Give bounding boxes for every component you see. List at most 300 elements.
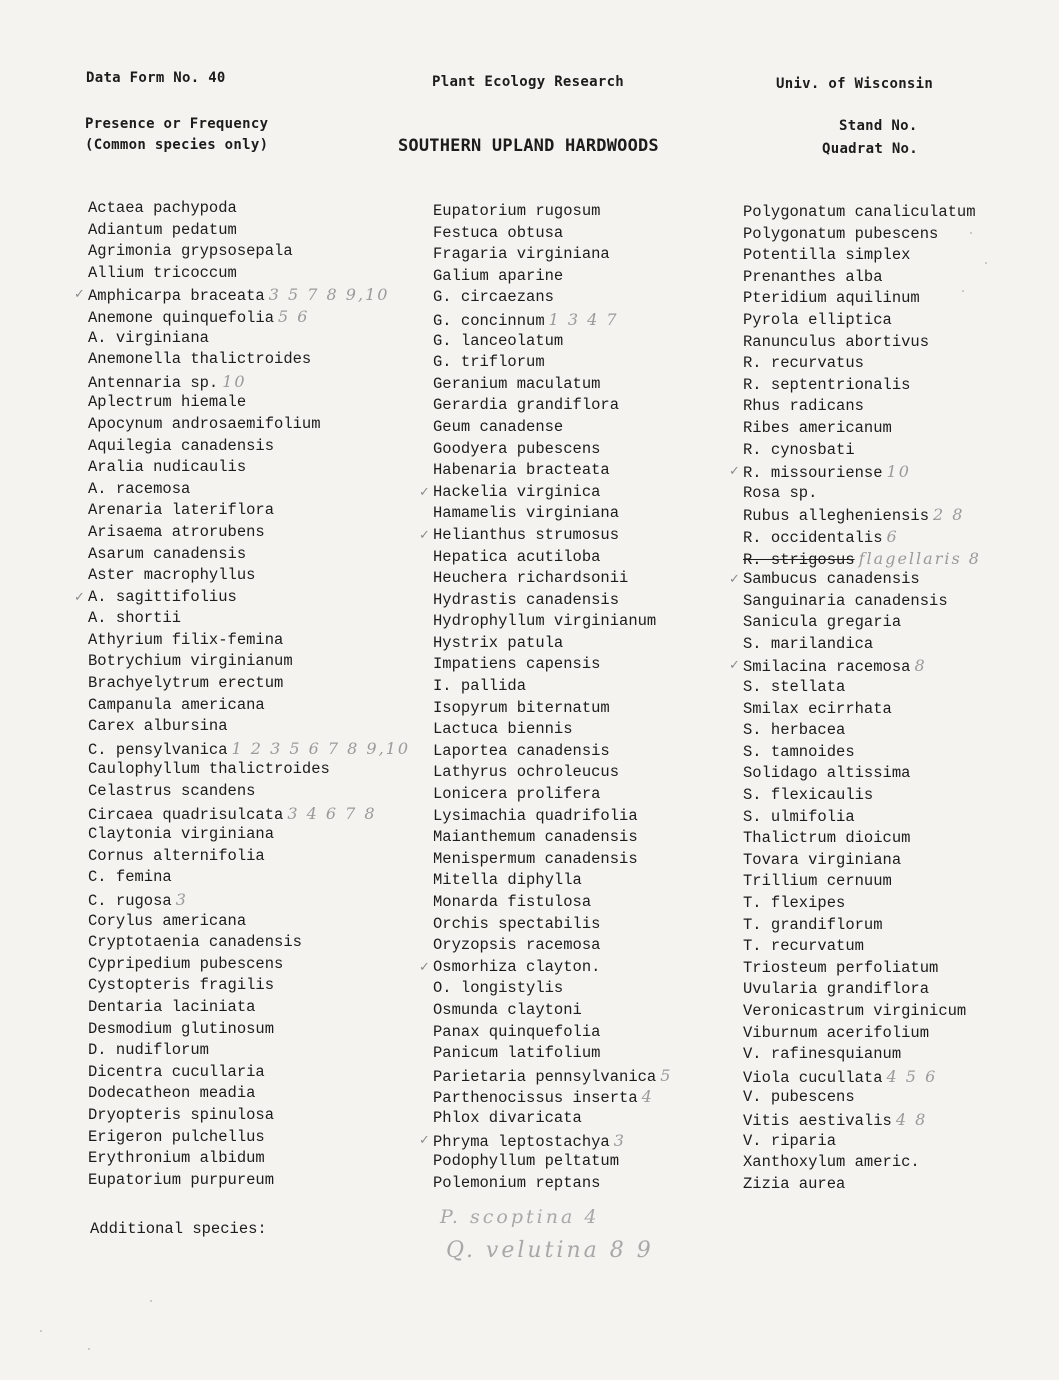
- species-row: [743, 375, 981, 397]
- species-name: S. flexicaulis: [743, 786, 874, 805]
- species-row: [433, 784, 672, 806]
- species-name: Panax quinquefolia: [433, 1022, 601, 1041]
- quadrat-note: 5 6: [278, 306, 310, 326]
- species-name: S. stellata: [743, 678, 846, 697]
- species-row: [743, 1066, 981, 1088]
- species-row: [743, 1109, 981, 1131]
- species-row: [88, 565, 410, 587]
- species-row: [419, 525, 672, 547]
- species-row: [88, 1083, 410, 1105]
- species-row: [743, 720, 981, 742]
- species-name: T. grandiflorum: [743, 915, 883, 934]
- species-row: [743, 310, 981, 332]
- species-name: Hydrophyllum virginianum: [433, 612, 657, 631]
- species-row: [743, 742, 981, 764]
- species-row: [433, 676, 672, 698]
- species-name: Sanicula gregaria: [743, 613, 902, 632]
- species-name: Hepatica acutiloba: [433, 547, 601, 566]
- species-row: [433, 460, 672, 482]
- species-row: [419, 957, 672, 979]
- quadrat-note: 8: [914, 656, 927, 676]
- species-name: Circaea quadrisulcata: [88, 805, 284, 824]
- species-name: Menispermum canadensis: [433, 849, 638, 868]
- species-name: Dodecatheon meadia: [88, 1084, 256, 1103]
- species-row: [88, 500, 410, 522]
- species-name: I. pallida: [433, 677, 527, 696]
- species-name: Galium aparine: [433, 266, 564, 285]
- species-row: [743, 483, 981, 505]
- species-name: Caulophyllum thalictroides: [88, 760, 330, 779]
- species-row: [743, 763, 981, 785]
- species-name: Claytonia virginiana: [88, 825, 275, 844]
- species-name: G. lanceolatum: [433, 331, 564, 350]
- species-row: [743, 396, 981, 418]
- species-name: Dicentra cucullaria: [88, 1062, 265, 1081]
- species-row: [433, 352, 672, 374]
- species-name: Polygonatum canaliculatum: [743, 203, 976, 221]
- species-row: [88, 457, 410, 479]
- species-name: G. concinnum: [433, 311, 545, 330]
- species-row: [743, 850, 981, 872]
- species-row: [88, 1040, 410, 1062]
- species-name: Podophyllum peltatum: [433, 1152, 620, 1171]
- quadrat-note: 2 8: [933, 505, 965, 525]
- species-name: R. missouriense: [743, 464, 883, 483]
- species-row: [88, 608, 410, 630]
- species-column-1: [74, 198, 411, 1191]
- species-name: Erigeron pulchellus: [88, 1127, 265, 1146]
- species-name: Lonicera prolifera: [433, 785, 601, 804]
- species-row: [743, 1131, 981, 1153]
- species-name: Amphicarpa braceata: [88, 287, 265, 306]
- species-name: Hydrastis canadensis: [433, 590, 620, 609]
- species-name: Habenaria bracteata: [433, 461, 610, 480]
- species-name: S. tamnoides: [743, 742, 855, 761]
- species-name: Asarum canadensis: [88, 544, 247, 563]
- species-row: [743, 504, 981, 526]
- species-name: Rosa sp.: [743, 483, 818, 502]
- species-row: [433, 266, 672, 288]
- species-name: Phlox divaricata: [433, 1108, 582, 1127]
- species-name: Hackelia virginica: [433, 482, 601, 501]
- species-row: [743, 1044, 981, 1066]
- species-name: Pyrola elliptica: [743, 310, 892, 329]
- species-row: [743, 893, 981, 915]
- organization: Plant Ecology Research: [432, 74, 625, 90]
- species-name: Geranium maculatum: [433, 374, 601, 393]
- species-row: [743, 785, 981, 807]
- species-row: [433, 1043, 672, 1065]
- species-row: [743, 1001, 981, 1023]
- species-row: [743, 591, 981, 613]
- quadrat-note: 1 3 4 7: [548, 309, 619, 329]
- species-row: [88, 1019, 410, 1041]
- species-name: Potentilla simplex: [743, 246, 911, 265]
- species-row: [419, 1130, 672, 1152]
- quadrat-note: 3: [175, 890, 188, 909]
- species-name: Solidago altissima: [743, 764, 911, 783]
- species-row: [419, 482, 672, 504]
- species-row: [88, 759, 410, 781]
- species-name: S. herbacea: [743, 721, 846, 740]
- species-row: [88, 263, 410, 285]
- species-name: T. recurvatum: [743, 937, 864, 956]
- species-name: Smilax ecirrhata: [743, 699, 892, 718]
- species-name: Aster macrophyllus: [88, 566, 256, 585]
- species-name: Polygonatum pubescens: [743, 224, 939, 243]
- species-row: [88, 479, 410, 501]
- quadrat-note: 6: [886, 526, 899, 546]
- species-row: [743, 353, 981, 375]
- species-name: Allium tricoccum: [88, 263, 237, 282]
- quadrat-note: 10: [222, 371, 247, 391]
- species-name: S. marilandica: [743, 634, 874, 653]
- species-name: A. racemosa: [88, 479, 191, 498]
- quadrat-note: flagellaris 8: [858, 548, 981, 568]
- species-row: [88, 932, 410, 954]
- species-row: [743, 871, 981, 893]
- species-name: Hystrix patula: [433, 633, 564, 652]
- species-row: [433, 892, 672, 914]
- species-name: C. pensylvanica: [88, 740, 228, 759]
- species-row: [88, 306, 410, 328]
- quadrat-note: 4 8: [895, 1109, 928, 1129]
- species-row: [88, 824, 410, 846]
- species-row: [729, 461, 981, 483]
- species-row: [743, 1087, 981, 1109]
- species-row: [88, 241, 410, 263]
- species-row: [433, 439, 672, 461]
- species-name: A. sagittifolius: [88, 587, 237, 606]
- quadrat-number-label: Quadrat No.: [822, 141, 919, 157]
- species-row: [743, 526, 981, 548]
- species-name: Triosteum perfoliatum: [743, 958, 939, 977]
- species-row: [433, 1086, 672, 1108]
- species-row: [88, 198, 410, 220]
- species-name: Pteridium aquilinum: [743, 289, 920, 308]
- species-name: Athyrium filix-femina: [88, 630, 284, 649]
- species-column-2: [419, 201, 673, 1194]
- species-name: Erythronium albidum: [88, 1149, 265, 1168]
- species-name: Parthenocissus inserta: [433, 1089, 638, 1108]
- species-row: [433, 568, 672, 590]
- species-name: Eupatorium purpureum: [88, 1170, 275, 1189]
- quadrat-note: 4 5 6: [886, 1066, 938, 1086]
- species-name: Goodyera pubescens: [433, 439, 601, 458]
- check-mark-icon: ✓: [419, 527, 430, 543]
- species-row: [743, 267, 981, 289]
- species-name: Adiantum pedatum: [88, 220, 237, 239]
- species-row: [433, 590, 672, 612]
- species-row: [743, 548, 981, 570]
- species-name: G. circaezans: [433, 288, 554, 307]
- species-row: [433, 547, 672, 569]
- check-mark-icon: ✓: [419, 959, 430, 975]
- species-row: [88, 544, 410, 566]
- species-row: [433, 698, 672, 720]
- species-row: [433, 762, 672, 784]
- check-mark-icon: ✓: [419, 484, 430, 500]
- species-row: [743, 677, 981, 699]
- species-name: Smilacina racemosa: [743, 658, 911, 677]
- species-name: A. virginiana: [88, 328, 209, 347]
- species-name: Aquilegia canadensis: [88, 436, 275, 455]
- species-name: Aplectrum hiemale: [88, 393, 247, 412]
- species-row: [74, 284, 410, 306]
- check-mark-icon: ✓: [729, 464, 740, 480]
- check-mark-icon: ✓: [729, 658, 740, 674]
- species-name: Celastrus scandens: [88, 782, 256, 801]
- species-row: [433, 827, 672, 849]
- species-name: Maianthemum canadensis: [433, 828, 638, 847]
- species-name: V. rafinesquianum: [743, 1045, 902, 1064]
- species-row: [88, 436, 410, 458]
- species-row: [433, 244, 672, 266]
- species-row: [88, 630, 410, 652]
- species-name: V. pubescens: [743, 1088, 855, 1107]
- species-row: [88, 220, 410, 242]
- species-name: Anemonella thalictroides: [88, 350, 312, 369]
- species-name: Isopyrum biternatum: [433, 698, 610, 717]
- species-name: Osmorhiza clayton.: [433, 957, 601, 976]
- species-row: [88, 846, 410, 868]
- species-row: [433, 935, 672, 957]
- species-name: Thalictrum dioicum: [743, 829, 911, 848]
- species-name: Mitella diphylla: [433, 871, 582, 890]
- species-row: [88, 1127, 410, 1149]
- species-name: D. nudiflorum: [88, 1041, 209, 1060]
- species-row: [433, 201, 672, 223]
- species-name: Viola cucullata: [743, 1068, 883, 1087]
- species-row: [433, 1108, 672, 1130]
- species-row: [88, 781, 410, 803]
- species-name: Ribes americanum: [743, 418, 892, 437]
- species-name: Geum canadense: [433, 417, 564, 436]
- quadrat-note: 1 2 3 5 6 7 8 9,10: [231, 738, 411, 758]
- species-name: Heuchera richardsonii: [433, 569, 629, 588]
- species-row: [433, 417, 672, 439]
- check-mark-icon: ✓: [419, 1132, 430, 1148]
- species-name: Campanula americana: [88, 695, 265, 714]
- check-mark-icon: ✓: [729, 572, 740, 588]
- species-name: Polemonium reptans: [433, 1173, 601, 1192]
- species-row: [433, 611, 672, 633]
- species-name: Rubus allegheniensis: [743, 507, 930, 526]
- species-row: [433, 1022, 672, 1044]
- quadrat-note: 3 5 7 8 9,10: [268, 285, 390, 305]
- species-name: Cryptotaenia canadensis: [88, 933, 302, 952]
- presence-line-2: (Common species only): [85, 137, 269, 153]
- species-row: [743, 699, 981, 721]
- species-row: [433, 1065, 672, 1087]
- species-row: [433, 374, 672, 396]
- species-name: R. strigosus: [743, 550, 855, 569]
- species-name: Viburnum acerifolium: [743, 1023, 930, 1042]
- handwritten-note-2: Q. velutina 8 9: [446, 1238, 654, 1263]
- species-row: [743, 807, 981, 829]
- species-row: [433, 331, 672, 353]
- species-row: [433, 309, 672, 331]
- species-row: [88, 975, 410, 997]
- species-name: R. cynosbati: [743, 440, 855, 459]
- additional-species-label: Additional species:: [90, 1220, 267, 1238]
- quadrat-note: 10: [886, 462, 911, 482]
- species-row: [88, 371, 410, 393]
- species-name: Rhus radicans: [743, 397, 864, 416]
- species-name: Cystopteris fragilis: [88, 976, 275, 995]
- species-name: Monarda fistulosa: [433, 893, 592, 911]
- species-row: [88, 889, 410, 911]
- species-row: [88, 1148, 410, 1170]
- species-name: Orchis spectabilis: [433, 914, 601, 933]
- species-name: A. shortii: [88, 609, 182, 628]
- species-name: Xanthoxylum americ.: [743, 1153, 920, 1172]
- species-name: Lathyrus ochroleucus: [433, 763, 620, 782]
- form-title: SOUTHERN UPLAND HARDWOODS: [398, 136, 659, 156]
- species-name: Cornus alternifolia: [88, 846, 265, 865]
- species-name: Phryma leptostachya: [433, 1132, 610, 1151]
- species-row: [88, 695, 410, 717]
- species-name: C. rugosa: [88, 892, 172, 910]
- species-name: Helianthus strumosus: [433, 525, 620, 544]
- species-row: [743, 634, 981, 656]
- species-row: [743, 1023, 981, 1045]
- species-name: Agrimonia grypsosepala: [88, 242, 293, 261]
- species-name: Prenanthes alba: [743, 267, 883, 286]
- species-name: Antennaria sp.: [88, 373, 219, 392]
- species-name: R. occidentalis: [743, 528, 883, 547]
- species-row: [433, 719, 672, 741]
- species-name: Festuca obtusa: [433, 223, 564, 242]
- species-name: Brachyelytrum erectum: [88, 674, 284, 693]
- species-name: S. ulmifolia: [743, 807, 855, 826]
- species-row: [88, 738, 410, 760]
- species-row: [433, 395, 672, 417]
- quadrat-note: 4: [641, 1087, 654, 1107]
- species-row: [88, 522, 410, 544]
- species-name: Lactuca biennis: [433, 720, 573, 739]
- species-row: [743, 288, 981, 310]
- species-row: [743, 958, 981, 980]
- species-name: G. triflorum: [433, 353, 545, 372]
- species-row: [433, 1173, 672, 1195]
- species-name: Tovara virginiana: [743, 850, 902, 869]
- species-row: [729, 655, 981, 677]
- species-name: Parietaria pennsylvanica: [433, 1067, 657, 1086]
- species-row: [88, 414, 410, 436]
- species-row: [433, 741, 672, 763]
- species-row: [743, 418, 981, 440]
- species-name: Laportea canadensis: [433, 741, 610, 760]
- species-row: [74, 587, 410, 609]
- species-name: Apocynum androsaemifolium: [88, 414, 321, 433]
- species-row: [88, 803, 410, 825]
- quadrat-note: 3: [613, 1130, 626, 1150]
- species-row: [433, 806, 672, 828]
- species-row: [88, 997, 410, 1019]
- species-name: Botrychium virginianum: [88, 652, 293, 671]
- species-name: Carex albursina: [88, 717, 228, 736]
- species-row: [88, 349, 410, 371]
- species-row: [433, 654, 672, 676]
- species-name: Dentaria laciniata: [88, 997, 256, 1016]
- species-row: [88, 716, 410, 738]
- species-name: C. femina: [88, 868, 172, 887]
- species-name: O. longistylis: [433, 979, 564, 998]
- species-name: Ranunculus abortivus: [743, 332, 930, 351]
- species-name: Lysimachia quadrifolia: [433, 806, 638, 825]
- species-name: Desmodium glutinosum: [88, 1019, 275, 1038]
- species-name: R. recurvatus: [743, 354, 864, 373]
- species-name: Trillium cernuum: [743, 872, 892, 891]
- species-name: Sambucus canadensis: [743, 570, 920, 589]
- species-name: Dryopteris spinulosa: [88, 1105, 275, 1124]
- species-row: [88, 954, 410, 976]
- species-name: Oryzopsis racemosa: [433, 936, 601, 955]
- species-row: [743, 202, 981, 224]
- species-name: Fragaria virginiana: [433, 245, 610, 264]
- species-name: Gerardia grandiflora: [433, 396, 620, 415]
- species-row: [88, 392, 410, 414]
- species-row: [743, 1152, 981, 1174]
- species-column-3: [729, 202, 981, 1195]
- species-name: T. flexipes: [743, 894, 846, 912]
- species-row: [433, 503, 672, 525]
- species-name: Osmunda claytoni: [433, 1000, 582, 1019]
- species-row: [433, 849, 672, 871]
- species-row: [433, 633, 672, 655]
- check-mark-icon: ✓: [74, 287, 85, 303]
- species-name: Actaea pachypoda: [88, 199, 237, 217]
- species-row: [729, 569, 981, 591]
- presence-line-1: Presence or Frequency: [85, 116, 269, 132]
- species-row: [88, 328, 410, 350]
- species-name: Panicum latifolium: [433, 1044, 601, 1063]
- species-name: Hamamelis virginiana: [433, 504, 620, 523]
- species-row: [88, 651, 410, 673]
- species-name: Anemone quinquefolia: [88, 308, 275, 327]
- species-row: [743, 440, 981, 462]
- species-name: Eupatorium rugosum: [433, 202, 601, 220]
- check-mark-icon: ✓: [74, 589, 85, 605]
- quadrat-note: 3 4 6 7 8: [287, 803, 377, 823]
- species-name: Arisaema atrorubens: [88, 522, 265, 541]
- species-row: [88, 1170, 410, 1192]
- quadrat-note: 5: [660, 1065, 673, 1085]
- species-row: [743, 612, 981, 634]
- species-row: [743, 245, 981, 267]
- species-name: Impatiens capensis: [433, 655, 601, 674]
- species-name: Vitis aestivalis: [743, 1111, 892, 1130]
- species-name: Sanguinaria canadensis: [743, 591, 948, 610]
- species-row: [88, 911, 410, 933]
- species-row: [88, 1062, 410, 1084]
- handwritten-note-1: P. scoptina 4: [440, 1206, 600, 1228]
- species-name: Corylus americana: [88, 911, 247, 930]
- species-row: [433, 223, 672, 245]
- species-name: Zizia aurea: [743, 1174, 846, 1193]
- species-row: [88, 1105, 410, 1127]
- species-name: R. septentrionalis: [743, 375, 911, 394]
- university: Univ. of Wisconsin: [776, 76, 934, 92]
- species-row: [88, 867, 410, 889]
- species-row: [743, 915, 981, 937]
- species-row: [743, 979, 981, 1001]
- species-row: [743, 828, 981, 850]
- species-row: [433, 914, 672, 936]
- species-name: Arenaria lateriflora: [88, 501, 275, 520]
- species-row: [743, 332, 981, 354]
